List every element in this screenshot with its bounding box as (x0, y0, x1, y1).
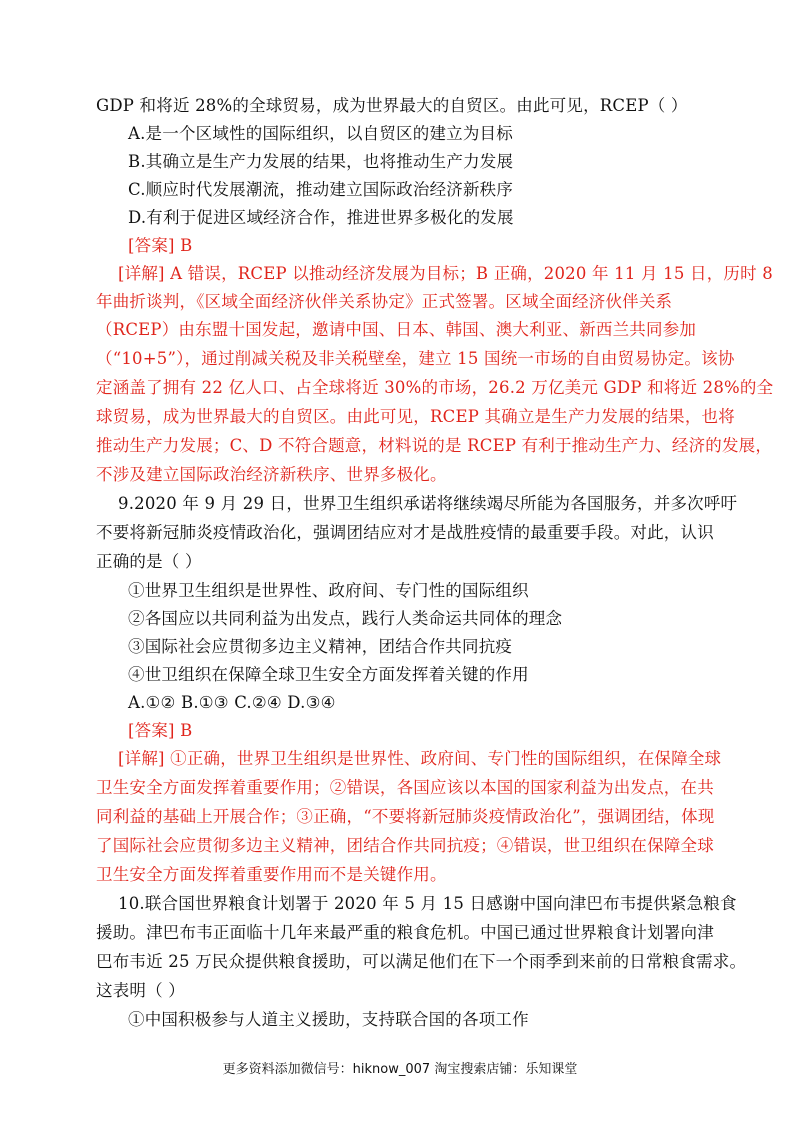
q9-stem-line: 不要将新冠肺炎疫情政治化，强调团结应对才是战胜疫情的最重要手段。对此，认识 (96, 523, 714, 542)
q8-answer: [答案] B (128, 236, 193, 255)
q9-explanation-line: 卫生安全方面发挥着重要作用而不是关键作用。 (96, 865, 447, 884)
q10-stem-line: 巴布韦近 25 万民众提供粮食援助，可以满足他们在下一个雨季到来前的日常粮食需求。 (96, 952, 747, 971)
q9-item-1: ①世界卫生组织是世界性、政府间、专门性的国际组织 (128, 581, 529, 600)
q9-answer: [答案] B (128, 721, 193, 740)
q8-explanation-line: 推动生产力发展；C、D 不符合题意，材料说的是 RCEP 有利于推动生产力、经济的发展， (96, 436, 773, 455)
q8-explanation-line: 球贸易，成为世界最大的自贸区。由此可见，RCEP 其确立是生产力发展的结果，也将 (96, 407, 735, 426)
q9-item-3: ③国际社会应贯彻多边主义精神，团结合作共同抗疫 (128, 637, 513, 656)
q8-explanation-line: 不涉及建立国际政治经济新秩序、世界多极化。 (96, 465, 447, 484)
q8-option-a: A.是一个区域性的国际组织，以自贸区的建立为目标 (128, 124, 513, 143)
q10-stem-line: 援助。津巴布韦正面临十几年来最严重的粮食危机。中国已通过世界粮食计划署向津 (96, 923, 714, 942)
q8-option-c: C.顺应时代发展潮流，推动建立国际政治经济新秩序 (128, 180, 514, 199)
q8-option-d: D.有利于促进区域经济合作，推进世界多极化的发展 (128, 208, 514, 227)
q9-explanation-line: 卫生安全方面发挥着重要作用；②错误，各国应该以本国的国家利益为出发点，在共 (96, 778, 714, 797)
q9-explanation-line: 了国际社会应贯彻多边主义精神，团结合作共同抗疫；④错误，世卫组织在保障全球 (96, 836, 714, 855)
page-footer: 更多资料添加微信号：hiknow_007 淘宝搜索店铺：乐知课堂 (222, 1062, 578, 1077)
q9-explanation-line: 同利益的基础上开展合作；③正确，“不要将新冠肺炎疫情政治化”，强调团结，体现 (96, 807, 715, 826)
q9-choices: A.①② B.①③ C.②④ D.③④ (128, 693, 336, 712)
q9-explanation-line: [详解] ①正确，世界卫生组织是世界性、政府间、专门性的国际组织，在保障全球 (118, 749, 722, 768)
q8-explanation-line: 定涵盖了拥有 22 亿人口、占全球将近 30%的市场，26.2 万亿美元 GDP 和将近 28%的全 (96, 378, 774, 397)
q9-item-4: ④世卫组织在保障全球卫生安全方面发挥着关键的作用 (128, 665, 529, 684)
q8-option-b: B.其确立是生产力发展的结果，也将推动生产力发展 (128, 152, 514, 171)
q8-explanation-line: （“10+5”），通过削减关税及非关税壁垒，建立 15 国统一市场的自由贸易协定。该协 (96, 349, 735, 368)
q8-explanation-line: （RCEP）由东盟十国发起，邀请中国、日本、韩国、澳大利亚、新西兰共同参加 (96, 320, 697, 339)
q8-stem-tail: GDP 和将近 28%的全球贸易，成为世界最大的自贸区。由此可见，RCEP（ ） (96, 96, 688, 115)
q10-stem-line: 10.联合国世界粮食计划署于 2020 年 5 月 15 日感谢中国向津巴布韦提供紧急粮食 (118, 894, 737, 913)
q9-item-2: ②各国应以共同利益为出发点，践行人类命运共同体的理念 (128, 609, 563, 628)
q9-stem-line: 9.2020 年 9 月 29 日，世界卫生组织承诺将继续竭尽所能为各国服务，并多次呼吁 (118, 494, 738, 513)
q10-item-1: ①中国积极参与人道主义援助，支持联合国的各项工作 (128, 1010, 529, 1029)
q8-explanation-line: 年曲折谈判，《区域全面经济伙伴关系协定》正式签署。区域全面经济伙伴关系 (96, 292, 673, 311)
q9-stem-line: 正确的是（ ） (96, 552, 202, 571)
q8-explanation-line: [详解] A 错误，RCEP 以推动经济发展为目标；B 正确，2020 年 11 月 15 日，历时 8 (118, 264, 773, 283)
q10-stem-line: 这表明（ ） (96, 981, 185, 1000)
